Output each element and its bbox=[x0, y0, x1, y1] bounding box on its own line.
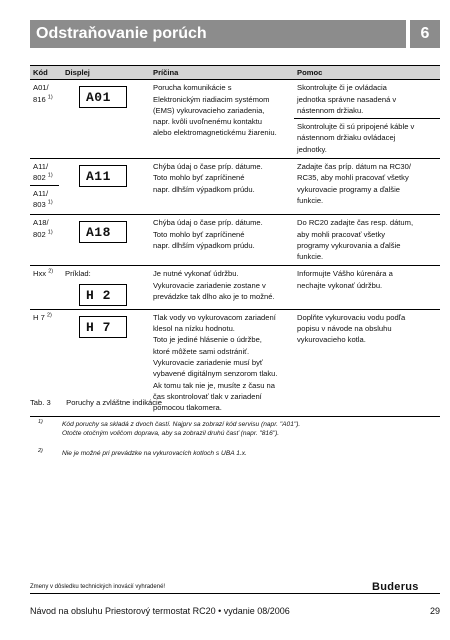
cause-cell: Je nutné vykonať údržbu. Vykurovacie zariadenie zostane v prevádzke tak dlho ako je to možné. bbox=[150, 266, 294, 309]
footnote-1-mark: 1) bbox=[38, 419, 43, 425]
help-cell bbox=[294, 215, 440, 266]
fault-code-text: A11/ 803 bbox=[33, 188, 49, 209]
fault-code bbox=[33, 217, 59, 240]
footer-text: Návod na obsluhu Priestorový termostat RC20 • vydanie 08/2006 bbox=[30, 606, 290, 616]
page-title: Odstraňovanie porúch bbox=[30, 20, 406, 48]
legal-notice: Zmeny v dôsledku technických inovácií vyhradené! bbox=[30, 584, 166, 590]
caption-text: Poruchy a zvláštne indikácie bbox=[66, 398, 162, 407]
help-text: Zadajte čas príp. dátum na RC30/ RC35, aby mohli pracovať všetky vykurovacie programy a ďalšie funkcie. bbox=[297, 162, 411, 205]
help-text: Do RC20 zadajte čas resp. dátum, aby mohli pracovať všetky programy vykurovania a ďalšie funkcie. bbox=[297, 218, 414, 262]
lcd-display: A11 bbox=[79, 165, 127, 187]
footnote-1-text: Kód poruchy sa skladá z dvoch častí. Najprv sa zobrazí kód servisu (napr. "A01"). Otočte otočným voličom doprava, aby sa zobrazil druhú časť (napr. "816"). bbox=[62, 421, 301, 437]
footnote-ref: 2) bbox=[48, 268, 54, 275]
column-header-cause: Príčina bbox=[150, 66, 294, 80]
table-row bbox=[30, 80, 440, 159]
fault-code bbox=[30, 185, 59, 211]
table-caption bbox=[30, 398, 162, 407]
page-header bbox=[30, 20, 440, 48]
table-row bbox=[30, 215, 440, 266]
cause-cell: Chýba údaj o čase príp. dátume. Toto mohlo byť zapríčinené napr. dlhším výpadkom prúdu. bbox=[150, 159, 294, 215]
help-cell bbox=[294, 80, 440, 159]
fault-code-text: Hxx bbox=[33, 269, 47, 279]
chapter-number: 6 bbox=[410, 20, 440, 48]
fault-code-text: A11/ 802 bbox=[33, 162, 49, 183]
fault-table bbox=[30, 65, 440, 417]
fault-code bbox=[33, 312, 59, 323]
footnote-2-text: Nie je možné pri prevádzke na vykurovacích kotloch s UBA 1.x. bbox=[62, 450, 247, 457]
column-header-help: Pomoc bbox=[294, 66, 440, 80]
fault-code-text: H 7 bbox=[33, 312, 45, 322]
code-cell bbox=[30, 215, 62, 266]
footnote-ref: 1) bbox=[47, 229, 53, 236]
footnote-2-mark: 2) bbox=[38, 448, 43, 454]
brand-logo: Buderus bbox=[372, 581, 419, 593]
display-cell bbox=[62, 215, 150, 266]
table-row bbox=[30, 266, 440, 309]
table-header-row bbox=[30, 66, 440, 80]
cause-cell: Porucha komunikácie s Elektronickým riadiacim systémom (EMS) vykurovacieho zariadenia, napr. kvôli uvoľnenému kontaktu alebo elektromagnetickému žiareniu. bbox=[150, 80, 294, 159]
lcd-display: A01 bbox=[79, 86, 127, 108]
footnote-ref: 1) bbox=[47, 94, 53, 101]
lcd-display: H 7 bbox=[79, 316, 127, 338]
fault-code bbox=[33, 82, 59, 105]
lcd-display: H 2 bbox=[79, 284, 127, 306]
footnote-ref: 1) bbox=[47, 172, 53, 179]
code-cell bbox=[30, 80, 62, 159]
cause-cell: Chýba údaj o čase príp. dátume. Toto mohlo byť zapríčinené napr. dlhším výpadkom prúdu. bbox=[150, 215, 294, 266]
help-text-additional: Skontrolujte či sú pripojené káble v nástennom držiaku ovládacej jednotky. bbox=[294, 118, 440, 155]
help-cell bbox=[294, 309, 440, 417]
help-text: Skontrolujte či je ovládacia jednotka správne nasadená v nástennom držiaku. bbox=[297, 83, 397, 115]
column-header-code: Kód bbox=[30, 66, 62, 80]
help-text: Informujte Vášho kúrenára a nechajte vykonať údržbu. bbox=[297, 269, 393, 290]
display-cell bbox=[62, 159, 150, 215]
footer-divider bbox=[30, 593, 440, 594]
lcd-display: A18 bbox=[79, 221, 127, 243]
cause-cell: Tlak vody vo vykurovacom zariadení klesol na nízku hodnotu. Toto je jediné hlásenie o údržbe, ktoré môžete sami odstrániť. Vykurovacie zariadenie musí byť vybavené digitálnym senzorom tlaku. Ak tomu tak nie je, musíte z času na čas skontrolovať tlak v zariadení pomocou tlakomera. bbox=[150, 309, 294, 417]
caption-label: Tab. 3 bbox=[30, 398, 51, 407]
code-cell bbox=[30, 159, 62, 215]
fault-code-text: A18/ 802 bbox=[33, 218, 49, 239]
footnote-ref: 2) bbox=[46, 312, 52, 319]
column-header-display: Displej bbox=[62, 66, 150, 80]
footnote-ref: 1) bbox=[47, 199, 53, 206]
code-cell bbox=[30, 266, 62, 309]
help-text: Doplňte vykurovaciu vodu podľa popisu v návode na obsluhu vykurovacieho kotla. bbox=[297, 312, 406, 345]
display-cell bbox=[62, 80, 150, 159]
display-prefix: Príklad: bbox=[65, 269, 91, 279]
fault-code bbox=[33, 161, 59, 184]
display-cell bbox=[62, 266, 150, 309]
help-cell bbox=[294, 159, 440, 215]
fault-code bbox=[33, 268, 59, 279]
table-row bbox=[30, 159, 440, 215]
page-number: 29 bbox=[429, 606, 440, 616]
help-cell bbox=[294, 266, 440, 309]
fault-code-text: A01/ 816 bbox=[33, 83, 49, 104]
